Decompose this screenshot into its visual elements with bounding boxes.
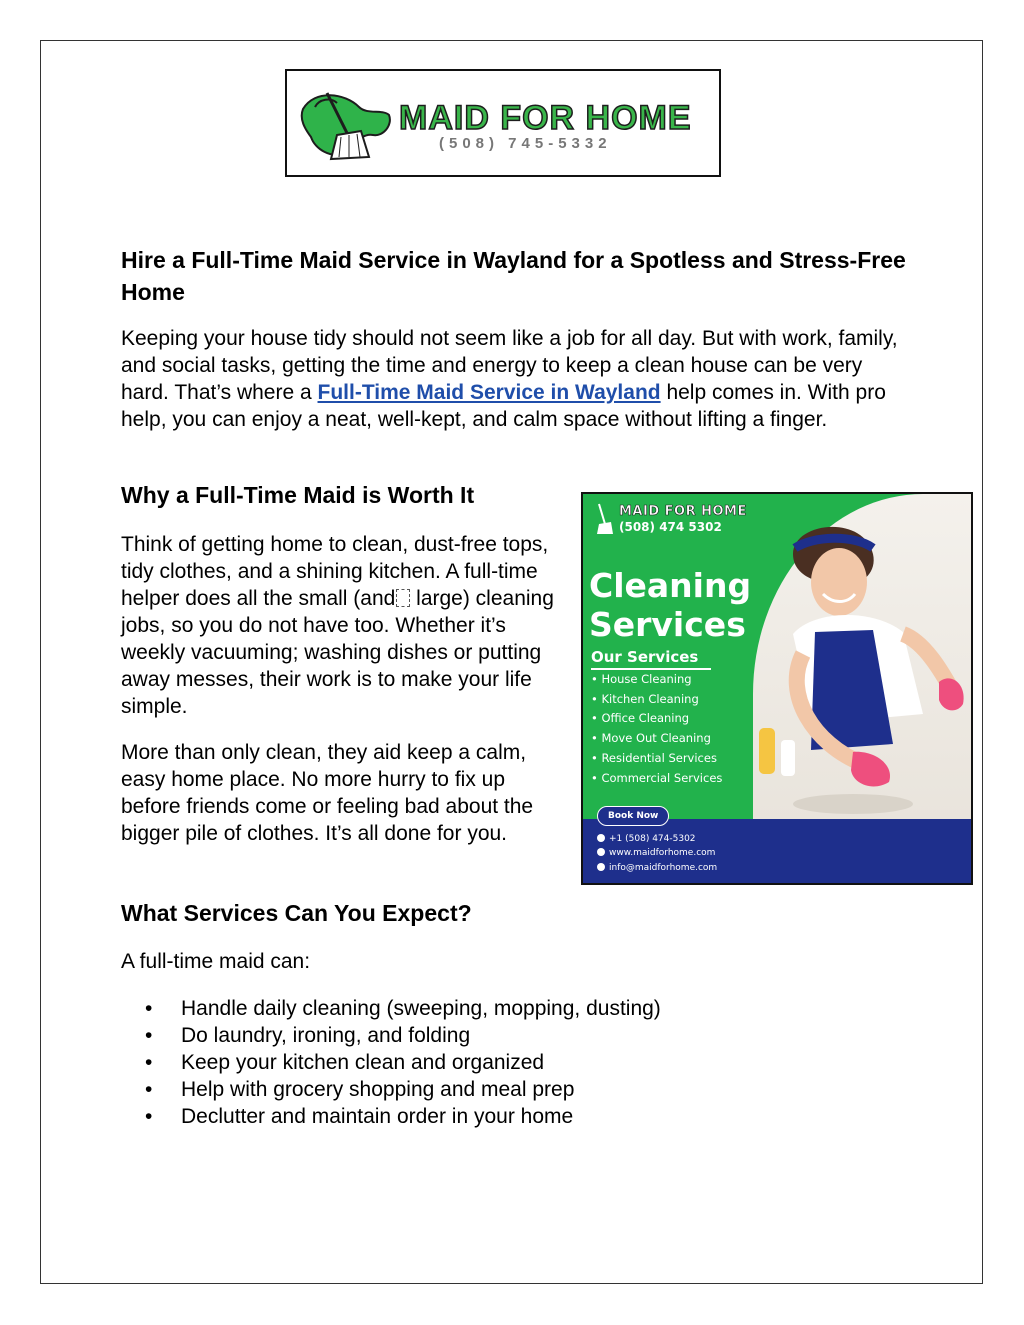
intro-paragraph	[121, 325, 911, 433]
task-text: Do laundry, ironing, and folding	[181, 1024, 471, 1047]
bullet-icon: •	[145, 1051, 153, 1074]
services-intro: A full-time maid can:	[121, 950, 311, 973]
more-paragraph: More than only clean, they aid keep a calm, easy home place. No more hurry to fix up before friends come or feeling bad about the bigger pile of clothes. It’s all done for you.	[121, 741, 534, 845]
ad-contact-web-text: www.maidforhome.com	[609, 848, 716, 858]
ad-headline	[589, 566, 751, 644]
list-item	[121, 995, 661, 1022]
ad-service-item: • Commercial Services	[591, 769, 722, 789]
ad-service-item: • Residential Services	[591, 749, 722, 769]
cleaning-services-ad	[581, 492, 973, 885]
task-text: Handle daily cleaning (sweeping, mopping, dusting)	[181, 997, 661, 1020]
think-paragraph	[121, 531, 566, 720]
maid-broom-icon	[297, 85, 397, 163]
task-text: Keep your kitchen clean and organized	[181, 1051, 545, 1074]
book-now-button: Book Now	[597, 806, 669, 826]
bullet-icon: •	[145, 1024, 153, 1047]
bullet-icon: •	[145, 997, 153, 1020]
task-text: Help with grocery shopping and meal prep	[181, 1078, 575, 1101]
logo-phone-number: (508) 745-5332	[439, 135, 612, 152]
ad-brand-name: MAID FOR HOME	[619, 504, 747, 519]
task-text: Declutter and maintain order in your home	[181, 1105, 574, 1128]
missing-glyph-icon	[396, 589, 410, 607]
list-item	[121, 1103, 661, 1130]
think-text-before: Think of getting home to clean, dust-free tops, tidy clothes, and a shining kitchen. A full-time helper does all the small (and	[121, 533, 549, 610]
intro-text-before: Keeping your house tidy should not seem like a job for all day. But with work, family, and social tasks, getting the time and energy to keep a clean house can be very hard. That’s where a	[121, 327, 898, 404]
list-item	[121, 1049, 661, 1076]
page-title: Hire a Full-Time Maid Service in Wayland for a Spotless and Stress-Free Home	[121, 247, 906, 305]
think-text-after: large) cleaning jobs, so you do not have too. Whether it’s weekly vacuuming; washing dishes or putting away messes, their work is to make your life simple.	[121, 587, 554, 718]
list-item	[121, 1076, 661, 1103]
services-heading: What Services Can You Expect?	[121, 900, 472, 926]
bullet-icon: •	[145, 1078, 153, 1101]
task-list	[121, 995, 661, 1130]
ad-contact-phone	[597, 834, 696, 844]
ad-contact-email	[597, 863, 717, 873]
ad-headline-line1: Cleaning	[589, 566, 752, 605]
phone-icon	[597, 834, 605, 842]
ad-service-item: • Office Cleaning	[591, 709, 722, 729]
ad-services-list	[591, 670, 722, 788]
ad-headline-line2: Services	[589, 605, 746, 644]
ad-our-services: Our Services	[591, 648, 711, 670]
ad-service-item: • Kitchen Cleaning	[591, 690, 722, 710]
ad-contact-email-text: info@maidforhome.com	[609, 863, 718, 873]
ad-contact-phone-text: +1 (508) 474-5302	[609, 834, 696, 844]
bullet-icon: •	[145, 1105, 153, 1128]
service-link[interactable]: Full-Time Maid Service in Wayland	[317, 381, 661, 404]
globe-icon	[597, 848, 605, 856]
brand-logo	[285, 69, 721, 177]
logo-brand-name: MAID FOR HOME	[399, 99, 692, 137]
intro-text-after: help comes in. With pro help, you can enjoy a neat, well-kept, and calm space without lifting a finger.	[121, 381, 886, 431]
ad-phone: (508) 474 5302	[619, 520, 722, 534]
ad-contact-web	[597, 848, 715, 858]
ad-broom-icon	[591, 502, 617, 536]
why-heading: Why a Full-Time Maid is Worth It	[121, 482, 475, 508]
list-item	[121, 1022, 661, 1049]
ad-service-item: • House Cleaning	[591, 670, 722, 690]
mail-icon	[597, 863, 605, 871]
ad-service-item: • Move Out Cleaning	[591, 729, 722, 749]
cleaning-woman-illustration	[753, 514, 973, 824]
